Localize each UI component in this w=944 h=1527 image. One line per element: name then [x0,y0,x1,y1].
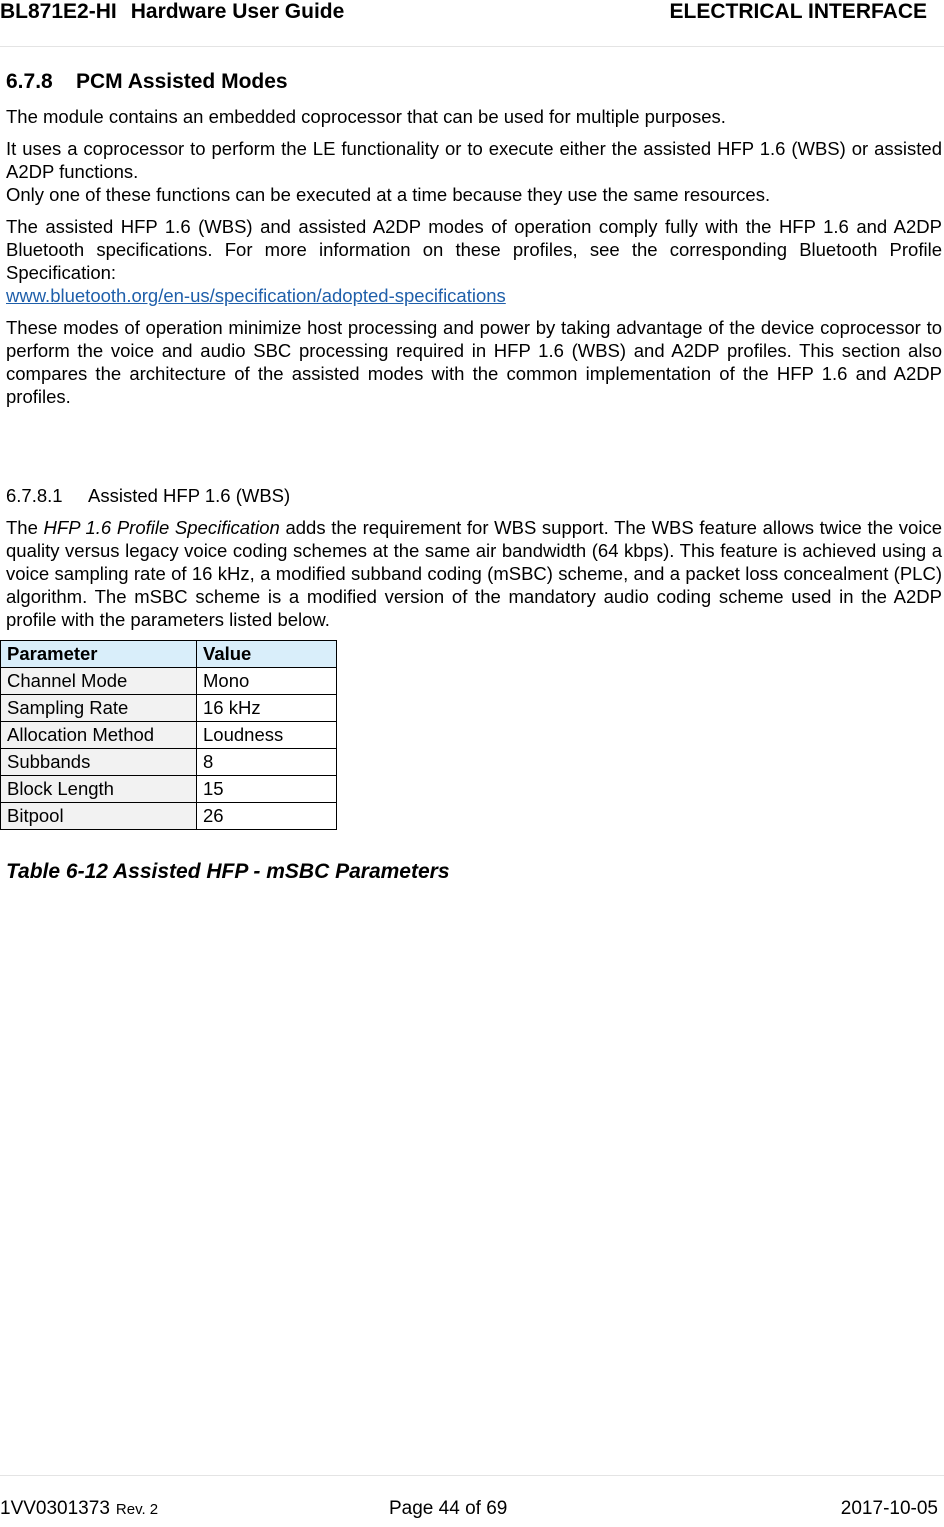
header-guide: Hardware User Guide [130,0,345,23]
subsection-intro: The [6,517,44,538]
subsection-paragraph [6,516,942,631]
table-row [1,695,337,722]
param-cell: Channel Mode [1,668,197,695]
column-header-parameter: Parameter [1,641,197,668]
header-chapter: ELECTRICAL INTERFACE [669,0,927,23]
section-paragraph-1: The module contains an embedded coprocessor that can be used for multiple purposes. [6,106,726,127]
header-title [0,0,344,24]
subsection-body: adds the requirement for WBS support. The WBS feature allows twice the voice quality versus legacy voice coding schemes at the same air bandwidth (64 kbps). This feature is achieved using a voice sampling rate of 16 kHz, a modified subband coding (mSBC) scheme, and a packet loss concealment (PLC) algorithm. The mSBC scheme is a modified version of the mandatory audio coding scheme used in the A2DP profile with the parameters listed below. [6,517,942,630]
section-number: 6.7.8 [6,70,53,93]
column-header-value: Value [197,641,337,668]
param-cell: Allocation Method [1,722,197,749]
table-row [1,776,337,803]
footer-doc-id [0,1498,158,1520]
value-cell: 15 [197,776,337,803]
spec-link[interactable]: www.bluetooth.org/en-us/specification/adopted-specifications [6,285,506,306]
param-cell: Block Length [1,776,197,803]
spec-name: HFP 1.6 Profile Specification [43,517,280,538]
table-row [1,749,337,776]
section-paragraph-2b: Only one of these functions can be executed at a time because they use the same resources. [6,184,771,205]
page-body [6,70,942,884]
msbc-parameters-table [0,640,337,830]
param-cell: Sampling Rate [1,695,197,722]
table-caption: Table 6-12 Assisted HFP - mSBC Parameters [6,860,450,883]
subsection-heading [6,485,942,507]
param-cell: Subbands [1,749,197,776]
value-cell: 8 [197,749,337,776]
section-paragraph-4: These modes of operation minimize host processing and power by taking advantage of the device coprocessor to perform the voice and audio SBC processing required in HFP 1.6 (WBS) and A2DP profiles. This section also compares the architecture of the assisted modes with the common implementation of the HFP 1.6 and A2DP profiles. [6,317,942,407]
page-footer [0,1475,944,1527]
footer-revision: Rev. 2 [115,1501,159,1518]
section-title: PCM Assisted Modes [76,70,288,93]
table-header-row [1,641,337,668]
footer-page-number: Page 44 of 69 [389,1498,508,1519]
footer-doc-number: 1VV0301373 [0,1498,110,1519]
section-paragraph-3: The assisted HFP 1.6 (WBS) and assisted A2DP modes of operation comply fully with the HFP 1.6 and A2DP Bluetooth specifications. For more information on these profiles, see the corresponding Bluetooth Profile Specification: [6,216,942,283]
table-row [1,803,337,830]
subsection-title: Assisted HFP 1.6 (WBS) [88,485,291,506]
value-cell: 26 [197,803,337,830]
param-cell: Bitpool [1,803,197,830]
page-header [0,0,944,47]
value-cell: 16 kHz [197,695,337,722]
table-row [1,668,337,695]
section-heading [6,70,942,94]
header-doc-title: BL871E2-HI [0,0,117,23]
value-cell: Mono [197,668,337,695]
section-paragraph-2a: It uses a coprocessor to perform the LE functionality or to execute either the assisted HFP 1.6 (WBS) or assisted A2DP functions. [6,138,942,182]
subsection-number: 6.7.8.1 [6,485,63,506]
footer-date: 2017-10-05 [840,1498,938,1519]
value-cell: Loudness [197,722,337,749]
table-row [1,722,337,749]
